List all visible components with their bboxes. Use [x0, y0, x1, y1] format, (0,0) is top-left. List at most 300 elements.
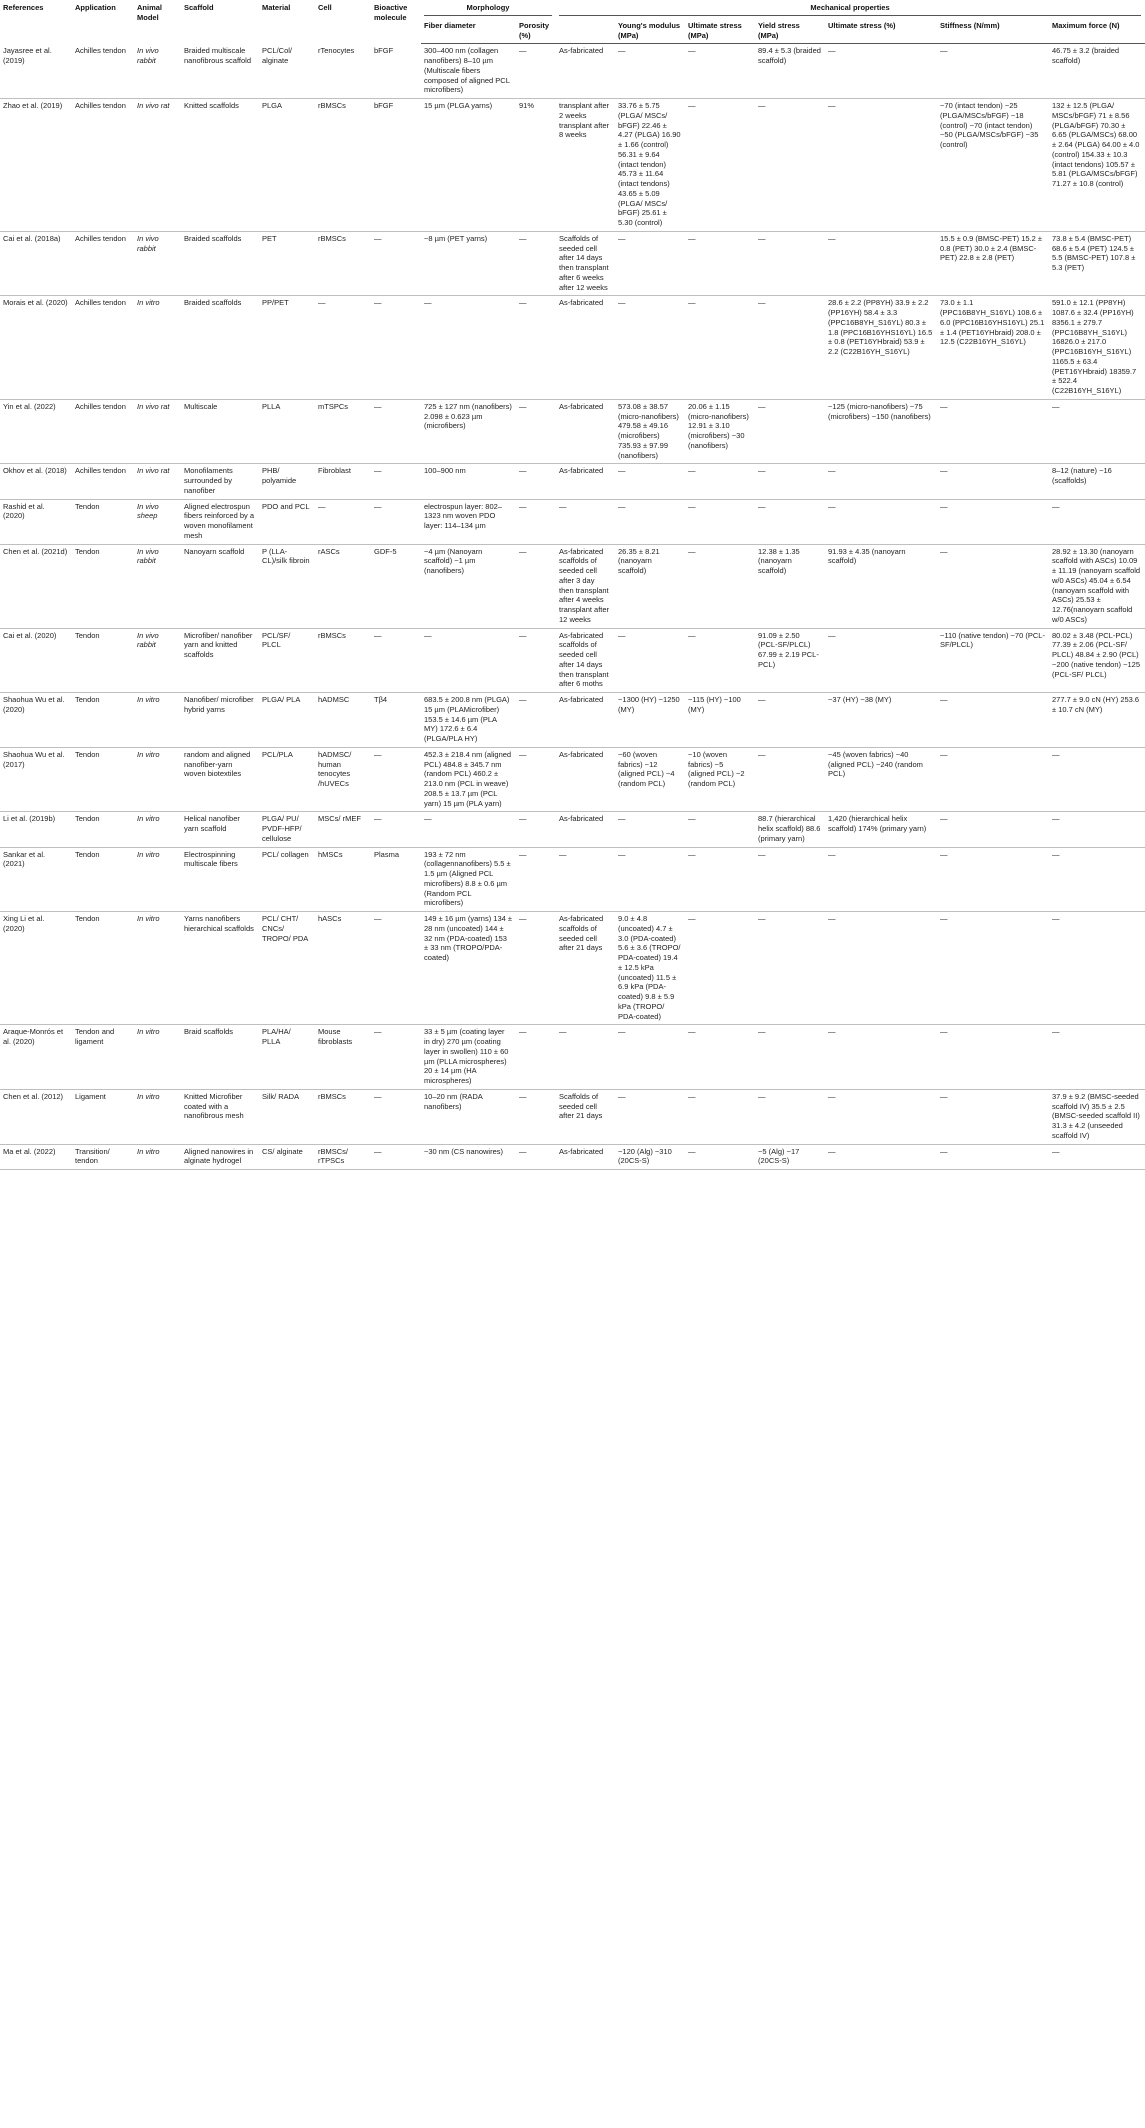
cell-bioactive-molecule: — — [371, 747, 421, 812]
cell-condition: As-fabricated — [556, 1144, 615, 1170]
cell-scaffold: Helical nanofiber yarn scaffold — [181, 812, 259, 847]
cell-maximum-force: 277.7 ± 9.0 cN (HY) 253.6 ± 10.7 cN (MY) — [1049, 693, 1145, 748]
cell-ultimate-stress: — — [685, 231, 755, 296]
cell-stiffness: — — [937, 812, 1049, 847]
cell-bioactive-molecule: Plasma — [371, 847, 421, 912]
cell-scaffold: Microfiber/ nanofiber yarn and knitted scaffolds — [181, 628, 259, 693]
cell-yield-stress: 12.38 ± 1.35 (nanoyarn scaffold) — [755, 544, 825, 628]
cell-reference: Ma et al. (2022) — [0, 1144, 72, 1170]
cell-ultimate-stress: — — [685, 296, 755, 400]
cell-condition: As-fabricated — [556, 693, 615, 748]
header-ultimate-stress: Ultimate stress (MPa) — [685, 19, 755, 44]
cell-porosity: — — [516, 499, 556, 544]
cell-porosity: 91% — [516, 99, 556, 232]
cell-porosity: — — [516, 1089, 556, 1144]
cell-porosity: — — [516, 847, 556, 912]
cell-reference: Cai et al. (2018a) — [0, 231, 72, 296]
cell-condition: As-fabricated — [556, 464, 615, 499]
cell-fiber-diameter: ~30 nm (CS nanowires) — [421, 1144, 516, 1170]
cell-porosity: — — [516, 747, 556, 812]
cell-fiber-diameter: 193 ± 72 nm (collagennanofibers) 5.5 ± 1.5 µm (Aligned PCL microfibers) 8.8 ± 0.6 µm (Random PCL microfibers) — [421, 847, 516, 912]
cell-maximum-force: 37.9 ± 9.2 (BMSC-seeded scaffold IV) 35.5 ± 2.5 (BMSC-seeded scaffold II) 31.3 ± 4.2 (unseeded scaffold IV) — [1049, 1089, 1145, 1144]
cell-condition: — — [556, 847, 615, 912]
cell-animal-model: In vivo rabbit — [134, 44, 181, 99]
cell-animal-model: In vitro — [134, 1144, 181, 1170]
cell-ultimate-stress-percent: — — [825, 499, 937, 544]
cell-bioactive-molecule: Tβ4 — [371, 693, 421, 748]
cell-condition: As-fabricated — [556, 44, 615, 99]
cell-bioactive-molecule: — — [371, 499, 421, 544]
cell-ultimate-stress: — — [685, 1144, 755, 1170]
cell-fiber-diameter: ~4 µm (Nanoyarn scaffold) ~1 µm (nanofibers) — [421, 544, 516, 628]
cell-yield-stress: — — [755, 693, 825, 748]
cell-ultimate-stress: — — [685, 1089, 755, 1144]
cell-bioactive-molecule: — — [371, 812, 421, 847]
cell-material: PCL/ collagen — [259, 847, 315, 912]
cell-porosity: — — [516, 1025, 556, 1090]
cell-animal-model: In vivo rabbit — [134, 628, 181, 693]
cell-animal-model: In vitro — [134, 693, 181, 748]
cell-application: Tendon — [72, 628, 134, 693]
cell-youngs-modulus: ~1300 (HY) ~1250 (MY) — [615, 693, 685, 748]
cell-yield-stress: — — [755, 399, 825, 464]
cell-yield-stress: 91.09 ± 2.50 (PCL-SF/PLCL) 67.99 ± 2.19 PCL-PCL) — [755, 628, 825, 693]
cell-scaffold: Nanofiber/ microfiber hybrid yarns — [181, 693, 259, 748]
header-stiffness: Stiffness (N/mm) — [937, 19, 1049, 44]
cell-application: Achilles tendon — [72, 99, 134, 232]
cell-bioactive-molecule: — — [371, 1144, 421, 1170]
cell-maximum-force: — — [1049, 812, 1145, 847]
cell-stiffness: — — [937, 464, 1049, 499]
cell-ultimate-stress-percent: 91.93 ± 4.35 (nanoyarn scaffold) — [825, 544, 937, 628]
cell-youngs-modulus: 573.08 ± 38.57 (micro-nanofibers) 479.58 ± 49.16 (microfibers) 735.93 ± 97.99 (nanofibers) — [615, 399, 685, 464]
cell-youngs-modulus: ~120 (Alg) ~310 (20CS-S) — [615, 1144, 685, 1170]
cell-scaffold: Electrospinning multiscale fibers — [181, 847, 259, 912]
cell-condition: As-fabricated scaffolds of seeded cell after 3 day then transplant after 4 weeks transplant after 12 weeks — [556, 544, 615, 628]
cell-stiffness: — — [937, 544, 1049, 628]
cell-animal-model: In vitro — [134, 812, 181, 847]
cell-ultimate-stress: ~115 (HY) ~100 (MY) — [685, 693, 755, 748]
cell-application: Tendon and ligament — [72, 1025, 134, 1090]
cell-youngs-modulus: — — [615, 812, 685, 847]
cell-reference: Cai et al. (2020) — [0, 628, 72, 693]
cell-youngs-modulus: 9.0 ± 4.8 (uncoated) 4.7 ± 3.0 (PDA-coated) 5.6 ± 3.6 (TROPO/ PDA-coated) 19.4 ± 12.5 kPa (uncoated) 11.5 ± 6.9 kPa (PDA-coated) 9.8 ± 5.9 kPa (TROPO/ PDA-coated) — [615, 912, 685, 1025]
cell-condition: — — [556, 499, 615, 544]
cell-application: Transition/ tendon — [72, 1144, 134, 1170]
cell-material: PDO and PCL — [259, 499, 315, 544]
cell-bioactive-molecule: — — [371, 1089, 421, 1144]
table-row — [0, 1144, 1145, 1170]
cell-ultimate-stress-percent: — — [825, 912, 937, 1025]
table-row — [0, 44, 1145, 99]
cell-maximum-force: 46.75 ± 3.2 (braided scaffold) — [1049, 44, 1145, 99]
cell-fiber-diameter: 33 ± 5 µm (coating layer in dry) 270 µm (coating layer in swollen) 110 ± 60 µm (PLLA microspheres) 20 ± 14 µm (HA microspheres) — [421, 1025, 516, 1090]
cell-porosity: — — [516, 693, 556, 748]
header-references: References — [3, 3, 44, 12]
cell-scaffold: Aligned nanowires in alginate hydrogel — [181, 1144, 259, 1170]
cell-scaffold: Braid scaffolds — [181, 1025, 259, 1090]
cell-ultimate-stress: — — [685, 847, 755, 912]
cell-scaffold: random and aligned nanofiber-yarn woven biotextiles — [181, 747, 259, 812]
cell-youngs-modulus: — — [615, 628, 685, 693]
cell-fiber-diameter: 149 ± 16 µm (yarns) 134 ± 28 nm (uncoated) 144 ± 32 nm (PDA-coated) 153 ± 33 nm (TROPO/PDA-coated) — [421, 912, 516, 1025]
cell-scaffold: Multiscale — [181, 399, 259, 464]
header-scaffold: Scaffold — [184, 3, 214, 12]
cell-porosity: — — [516, 1144, 556, 1170]
table-row — [0, 544, 1145, 628]
cell-cell: rBMSCs — [315, 628, 371, 693]
cell-ultimate-stress-percent: — — [825, 99, 937, 232]
cell-reference: Shaohua Wu et al. (2020) — [0, 693, 72, 748]
cell-cell: mTSPCs — [315, 399, 371, 464]
cell-maximum-force: 28.92 ± 13.30 (nanoyarn scaffold with ASCs) 10.09 ± 11.19 (nanoyarn scaffold w/0 ASCs) 45.04 ± 6.54 (nanoyarn scaffold with ASCs) 25.53 ± 12.76(nanoyarn scaffold w/0 ASCs) — [1049, 544, 1145, 628]
cell-scaffold: Monofilaments surrounded by nanofiber — [181, 464, 259, 499]
cell-reference: Morais et al. (2020) — [0, 296, 72, 400]
cell-yield-stress: — — [755, 499, 825, 544]
cell-maximum-force: 80.02 ± 3.48 (PCL-PCL) 77.39 ± 2.06 (PCL-SF/ PLCL) 48.84 ± 2.90 (PCL) ~200 (native tendon) ~125 (PCL-SF/ PLCL) — [1049, 628, 1145, 693]
cell-ultimate-stress: — — [685, 499, 755, 544]
cell-fiber-diameter: — — [421, 296, 516, 400]
cell-bioactive-molecule: — — [371, 231, 421, 296]
cell-yield-stress: — — [755, 1089, 825, 1144]
cell-ultimate-stress: — — [685, 912, 755, 1025]
cell-application: Tendon — [72, 499, 134, 544]
cell-animal-model: In vitro — [134, 747, 181, 812]
cell-cell: Mouse fibroblasts — [315, 1025, 371, 1090]
cell-ultimate-stress-percent: — — [825, 1025, 937, 1090]
cell-condition: As-fabricated — [556, 296, 615, 400]
cell-yield-stress: ~5 (Alg) ~17 (20CS-S) — [755, 1144, 825, 1170]
cell-scaffold: Knitted scaffolds — [181, 99, 259, 232]
cell-scaffold: Yarns nanofibers hierarchical scaffolds — [181, 912, 259, 1025]
cell-youngs-modulus: — — [615, 499, 685, 544]
cell-reference: Sankar et al. (2021) — [0, 847, 72, 912]
cell-stiffness: — — [937, 1144, 1049, 1170]
cell-animal-model: In vivo rat — [134, 399, 181, 464]
cell-stiffness: — — [937, 399, 1049, 464]
cell-reference: Jayasree et al. (2019) — [0, 44, 72, 99]
cell-yield-stress: — — [755, 296, 825, 400]
cell-ultimate-stress-percent: ~45 (woven fabrics) ~40 (aligned PCL) ~240 (random PCL) — [825, 747, 937, 812]
cell-ultimate-stress: — — [685, 1025, 755, 1090]
table-body — [0, 44, 1145, 1170]
cell-animal-model: In vitro — [134, 912, 181, 1025]
cell-animal-model: In vitro — [134, 1025, 181, 1090]
cell-cell: hADMSC/ human tenocytes /hUVECs — [315, 747, 371, 812]
cell-yield-stress: — — [755, 747, 825, 812]
cell-application: Achilles tendon — [72, 231, 134, 296]
cell-stiffness: — — [937, 499, 1049, 544]
cell-condition: — — [556, 1025, 615, 1090]
cell-yield-stress: — — [755, 912, 825, 1025]
cell-material: P (LLA-CL)/silk fibroin — [259, 544, 315, 628]
cell-reference: Chen et al. (2012) — [0, 1089, 72, 1144]
cell-material: PLLA — [259, 399, 315, 464]
cell-maximum-force: — — [1049, 1144, 1145, 1170]
cell-cell: rBMSCs/ rTPSCs — [315, 1144, 371, 1170]
cell-youngs-modulus: — — [615, 1089, 685, 1144]
cell-maximum-force: 591.0 ± 12.1 (PP8YH) 1087.6 ± 32.4 (PP16YH) 8356.1 ± 279.7 (PPC16B8YH_S16YL) 16826.0 ± 217.0 (PPC16B16YH_S16YL) 1165.5 ± 63.4 (PET16YHbraid) 18359.7 ± 522.4 (C22B16YH_S16YL) — [1049, 296, 1145, 400]
cell-ultimate-stress-percent: — — [825, 44, 937, 99]
cell-material: CS/ alginate — [259, 1144, 315, 1170]
cell-reference: Chen et al. (2021d) — [0, 544, 72, 628]
cell-scaffold: Braided multiscale nanofibrous scaffold — [181, 44, 259, 99]
table-row — [0, 628, 1145, 693]
cell-material: PHB/ polyamide — [259, 464, 315, 499]
table-row — [0, 1089, 1145, 1144]
cell-maximum-force: — — [1049, 847, 1145, 912]
cell-animal-model: In vitro — [134, 296, 181, 400]
cell-ultimate-stress: — — [685, 544, 755, 628]
cell-stiffness: ~70 (intact tendon) ~25 (PLGA/MSCs/bFGF) ~18 (control) ~70 (intact tendon) ~50 (PLGA/MSCs/bFGF) ~35 (control) — [937, 99, 1049, 232]
cell-application: Tendon — [72, 747, 134, 812]
cell-porosity: — — [516, 812, 556, 847]
cell-animal-model: In vivo rabbit — [134, 544, 181, 628]
cell-application: Tendon — [72, 544, 134, 628]
table-row — [0, 399, 1145, 464]
cell-animal-model: In vivo sheep — [134, 499, 181, 544]
table-row — [0, 693, 1145, 748]
cell-stiffness: — — [937, 847, 1049, 912]
cell-youngs-modulus: ~60 (woven fabrics) ~12 (aligned PCL) ~4 (random PCL) — [615, 747, 685, 812]
cell-bioactive-molecule: — — [371, 628, 421, 693]
cell-material: PLGA/ PLA — [259, 693, 315, 748]
table-row — [0, 499, 1145, 544]
cell-application: Tendon — [72, 912, 134, 1025]
cell-cell: rTenocytes — [315, 44, 371, 99]
cell-bioactive-molecule: — — [371, 399, 421, 464]
cell-porosity: — — [516, 464, 556, 499]
cell-bioactive-molecule: — — [371, 1025, 421, 1090]
cell-material: PCL/ CHT/ CNCs/ TROPO/ PDA — [259, 912, 315, 1025]
cell-animal-model: In vivo rat — [134, 99, 181, 232]
cell-cell: Fibroblast — [315, 464, 371, 499]
table-row — [0, 296, 1145, 400]
header-ultimate-stress-percent: Ultimate stress (%) — [825, 19, 937, 44]
cell-scaffold: Braided scaffolds — [181, 231, 259, 296]
cell-yield-stress: — — [755, 1025, 825, 1090]
cell-fiber-diameter: 683.5 ± 200.8 nm (PLGA) 15 µm (PLAMicrofiber) 153.5 ± 14.6 µm (PLA MY) 172.6 ± 6.4 (PLGA/PLA HY) — [421, 693, 516, 748]
header-bioactive-molecule: Bioactive molecule — [374, 3, 408, 22]
cell-ultimate-stress: — — [685, 812, 755, 847]
header-yield-stress: Yield stress (MPa) — [755, 19, 825, 44]
cell-porosity: — — [516, 399, 556, 464]
cell-application: Achilles tendon — [72, 44, 134, 99]
cell-reference: Yin et al. (2022) — [0, 399, 72, 464]
cell-yield-stress: 88.7 (hierarchical helix scaffold) 88.6 (primary yarn) — [755, 812, 825, 847]
cell-fiber-diameter: 100–900 nm — [421, 464, 516, 499]
cell-porosity: — — [516, 628, 556, 693]
cell-bioactive-molecule: GDF-5 — [371, 544, 421, 628]
cell-porosity: — — [516, 231, 556, 296]
cell-youngs-modulus: — — [615, 296, 685, 400]
cell-youngs-modulus: — — [615, 1025, 685, 1090]
table-row — [0, 231, 1145, 296]
cell-stiffness: — — [937, 747, 1049, 812]
cell-stiffness: — — [937, 44, 1049, 99]
cell-application: Achilles tendon — [72, 464, 134, 499]
cell-ultimate-stress-percent: ~125 (micro-nanofibers) ~75 (microfibers) ~150 (nanofibers) — [825, 399, 937, 464]
cell-material: PET — [259, 231, 315, 296]
cell-stiffness: — — [937, 912, 1049, 1025]
cell-cell: hADMSC — [315, 693, 371, 748]
cell-application: Tendon — [72, 693, 134, 748]
cell-youngs-modulus: — — [615, 44, 685, 99]
cell-animal-model: In vitro — [134, 847, 181, 912]
cell-maximum-force: — — [1049, 747, 1145, 812]
cell-condition: As-fabricated scaffolds of seeded cell after 14 days then transplant after 6 moths — [556, 628, 615, 693]
cell-porosity: — — [516, 44, 556, 99]
cell-material: PCL/Col/ alginate — [259, 44, 315, 99]
cell-fiber-diameter: 15 µm (PLGA yarns) — [421, 99, 516, 232]
cell-maximum-force: 132 ± 12.5 (PLGA/ MSCs/bFGF) 71 ± 8.56 (PLGA/bFGF) 70.30 ± 6.65 (PLGA/MSCs) 68.00 ± 2.64 (PLGA) 64.00 ± 4.0 (control) 154.33 ± 10.3 (intact tendons) 105.57 ± 5.81 (PLGA/MSCs/bFGF) 71.27 ± 10.8 (control) — [1049, 99, 1145, 232]
cell-application: Ligament — [72, 1089, 134, 1144]
cell-porosity: — — [516, 296, 556, 400]
cell-maximum-force: — — [1049, 912, 1145, 1025]
cell-reference: Rashid et al. (2020) — [0, 499, 72, 544]
cell-fiber-diameter: — — [421, 812, 516, 847]
cell-maximum-force: 73.8 ± 5.4 (BMSC-PET) 68.6 ± 5.4 (PET) 124.5 ± 5.5 (BMSC-PET) 107.8 ± 5.3 (PET) — [1049, 231, 1145, 296]
cell-material: PLGA/ PU/ PVDF-HFP/ cellulose — [259, 812, 315, 847]
cell-material: Silk/ RADA — [259, 1089, 315, 1144]
cell-cell: hMSCs — [315, 847, 371, 912]
table-row — [0, 1025, 1145, 1090]
cell-cell: hASCs — [315, 912, 371, 1025]
cell-maximum-force: 8–12 (nature) ~16 (scaffolds) — [1049, 464, 1145, 499]
cell-fiber-diameter: — — [421, 628, 516, 693]
cell-material: PLA/HA/ PLLA — [259, 1025, 315, 1090]
cell-reference: Xing Li et al. (2020) — [0, 912, 72, 1025]
header-mechanical-label: Mechanical properties — [559, 3, 1141, 16]
cell-reference: Araque-Monrós et al. (2020) — [0, 1025, 72, 1090]
header-cell: Cell — [318, 3, 332, 12]
cell-material: PLGA — [259, 99, 315, 232]
cell-ultimate-stress-percent: 1,420 (hierarchical helix scaffold) 174% (primary yarn) — [825, 812, 937, 847]
cell-condition: transplant after 2 weeks transplant after 8 weeks — [556, 99, 615, 232]
cell-fiber-diameter: 10–20 nm (RADA nanofibers) — [421, 1089, 516, 1144]
cell-ultimate-stress: 20.06 ± 1.15 (micro-nanofibers) 12.91 ± 3.10 (microfibers) ~30 (nanofibers) — [685, 399, 755, 464]
cell-bioactive-molecule: — — [371, 464, 421, 499]
cell-ultimate-stress: — — [685, 44, 755, 99]
header-animal-model: Animal Model — [137, 3, 163, 22]
cell-reference: Zhao et al. (2019) — [0, 99, 72, 232]
header-application: Application — [75, 3, 116, 12]
cell-maximum-force: — — [1049, 399, 1145, 464]
header-fiber-diameter: Fiber diameter — [421, 19, 516, 44]
table-row — [0, 99, 1145, 232]
header-youngs-modulus: Young's modulus (MPa) — [615, 19, 685, 44]
cell-condition: As-fabricated — [556, 399, 615, 464]
header-material: Material — [262, 3, 291, 12]
cell-cell: rBMSCs — [315, 99, 371, 232]
table-row — [0, 812, 1145, 847]
cell-fiber-diameter: electrospun layer: 802–1323 nm woven PDO layer: 114–134 µm — [421, 499, 516, 544]
cell-porosity: — — [516, 544, 556, 628]
table-row — [0, 464, 1145, 499]
cell-fiber-diameter: ~8 µm (PET yarns) — [421, 231, 516, 296]
header-morphology — [421, 0, 556, 19]
cell-reference: Shaohua Wu et al. (2017) — [0, 747, 72, 812]
cell-reference: Okhov et al. (2018) — [0, 464, 72, 499]
header-mechanical-properties — [556, 0, 1145, 19]
cell-stiffness: — — [937, 1025, 1049, 1090]
cell-application: Achilles tendon — [72, 296, 134, 400]
cell-porosity: — — [516, 912, 556, 1025]
cell-scaffold: Braided scaffolds — [181, 296, 259, 400]
header-row-group — [0, 0, 1145, 19]
cell-scaffold: Knitted Microfiber coated with a nanofibrous mesh — [181, 1089, 259, 1144]
cell-animal-model: In vivo rat — [134, 464, 181, 499]
cell-bioactive-molecule: — — [371, 912, 421, 1025]
cell-stiffness: ~110 (native tendon) ~70 (PCL-SF/PLCL) — [937, 628, 1049, 693]
cell-youngs-modulus: — — [615, 464, 685, 499]
cell-yield-stress: — — [755, 99, 825, 232]
cell-cell: rASCs — [315, 544, 371, 628]
cell-yield-stress: — — [755, 847, 825, 912]
cell-ultimate-stress-percent: — — [825, 628, 937, 693]
cell-ultimate-stress-percent: ~37 (HY) ~38 (MY) — [825, 693, 937, 748]
cell-application: Tendon — [72, 812, 134, 847]
cell-condition: Scaffolds of seeded cell after 21 days — [556, 1089, 615, 1144]
header-condition-blank — [556, 19, 615, 44]
cell-application: Achilles tendon — [72, 399, 134, 464]
cell-cell: rBMSCs — [315, 1089, 371, 1144]
cell-youngs-modulus: — — [615, 231, 685, 296]
cell-application: Tendon — [72, 847, 134, 912]
cell-bioactive-molecule: — — [371, 296, 421, 400]
cell-condition: As-fabricated — [556, 812, 615, 847]
cell-condition: As-fabricated scaffolds of seeded cell after 21 days — [556, 912, 615, 1025]
cell-stiffness: 73.0 ± 1.1 (PPC16B8YH_S16YL) 108.6 ± 6.0 (PPC16B16YHS16YL) 25.1 ± 1.4 (PET16YHbraid) 208.0 ± 12.5 (C22B16YH_S16YL) — [937, 296, 1049, 400]
cell-youngs-modulus: 26.35 ± 8.21 (nanoyarn scaffold) — [615, 544, 685, 628]
cell-animal-model: In vitro — [134, 1089, 181, 1144]
cell-material: PP/PET — [259, 296, 315, 400]
cell-yield-stress: — — [755, 464, 825, 499]
cell-fiber-diameter: 300–400 nm (collagen nanofibers) 8–10 µm (Multiscale fibers composed of aligned PCL microfibers) — [421, 44, 516, 99]
cell-ultimate-stress: — — [685, 99, 755, 232]
cell-condition: As-fabricated — [556, 747, 615, 812]
table-row — [0, 912, 1145, 1025]
cell-ultimate-stress-percent: — — [825, 1089, 937, 1144]
cell-maximum-force: — — [1049, 1025, 1145, 1090]
cell-ultimate-stress-percent: — — [825, 231, 937, 296]
table-row — [0, 847, 1145, 912]
cell-condition: Scaffolds of seeded cell after 14 days then transplant after 6 weeks after 12 weeks — [556, 231, 615, 296]
cell-ultimate-stress-percent: 28.6 ± 2.2 (PP8YH) 33.9 ± 2.2 (PP16YH) 58.4 ± 3.3 (PPC16B8YH_S16YL) 80.3 ± 1.8 (PPC16B16YHS16YL) 16.5 ± 0.8 (PET16YHbraid) 53.9 ± 2.2 (C22B16YH_S16YL) — [825, 296, 937, 400]
cell-bioactive-molecule: bFGF — [371, 99, 421, 232]
cell-reference: Li et al. (2019b) — [0, 812, 72, 847]
cell-ultimate-stress: ~10 (woven fabrics) ~5 (aligned PCL) ~2 (random PCL) — [685, 747, 755, 812]
cell-fiber-diameter: 725 ± 127 nm (nanofibers) 2.098 ± 0.623 µm (microfibers) — [421, 399, 516, 464]
table-row — [0, 747, 1145, 812]
cell-cell: — — [315, 499, 371, 544]
cell-cell: rBMSCs — [315, 231, 371, 296]
cell-youngs-modulus: 33.76 ± 5.75 (PLGA/ MSCs/ bFGF) 22.46 ± 4.27 (PLGA) 16.90 ± 1.66 (control) 56.31 ± 9.64 (intact tendon) 45.73 ± 11.64 (intact tendons) 43.65 ± 5.09 (PLGA/ MSCs/ bFGF) 25.61 ± 5.30 (control) — [615, 99, 685, 232]
cell-cell: MSCs/ rMEF — [315, 812, 371, 847]
cell-stiffness: 15.5 ± 0.9 (BMSC-PET) 15.2 ± 0.8 (PET) 30.0 ± 2.4 (BMSC-PET) 22.8 ± 2.8 (PET) — [937, 231, 1049, 296]
cell-material: PCL/PLA — [259, 747, 315, 812]
header-porosity: Porosity (%) — [516, 19, 556, 44]
cell-yield-stress: — — [755, 231, 825, 296]
cell-cell: — — [315, 296, 371, 400]
cell-youngs-modulus: — — [615, 847, 685, 912]
header-maximum-force: Maximum force (N) — [1049, 19, 1145, 44]
cell-ultimate-stress-percent: — — [825, 1144, 937, 1170]
cell-scaffold: Aligned electrospun fibers reinforced by a woven monofilament mesh — [181, 499, 259, 544]
cell-stiffness: — — [937, 1089, 1049, 1144]
cell-bioactive-molecule: bFGF — [371, 44, 421, 99]
cell-ultimate-stress-percent: — — [825, 464, 937, 499]
